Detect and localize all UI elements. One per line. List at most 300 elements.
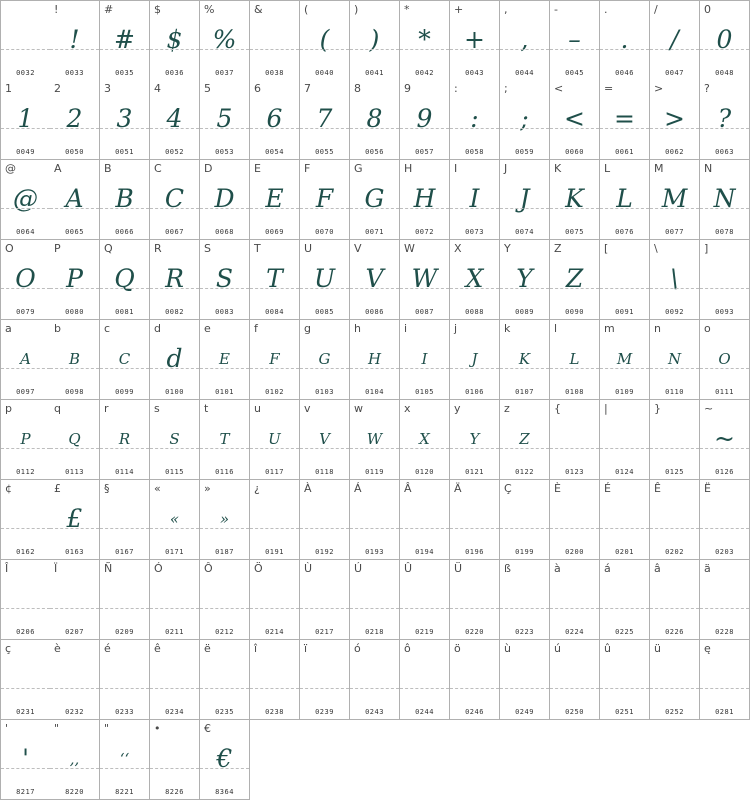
glyph-cell-0050[interactable] bbox=[50, 80, 100, 160]
glyph-cell-0041[interactable] bbox=[350, 0, 400, 81]
reference-character: ] bbox=[704, 242, 709, 255]
baseline-guide bbox=[450, 448, 499, 449]
glyph-cell-0206[interactable] bbox=[0, 560, 51, 640]
baseline-guide bbox=[700, 368, 749, 369]
baseline-guide bbox=[600, 368, 649, 369]
glyph-cell-0082[interactable] bbox=[150, 240, 200, 320]
baseline-guide bbox=[200, 608, 249, 609]
glyph-cell-0187[interactable] bbox=[200, 480, 250, 560]
glyph-cell-0228[interactable] bbox=[700, 560, 750, 640]
reference-character: ~ bbox=[704, 402, 714, 415]
glyph-cell-0218[interactable] bbox=[350, 560, 400, 640]
glyph-cell-0058[interactable] bbox=[450, 80, 500, 160]
glyph-cell-0091[interactable] bbox=[600, 240, 650, 320]
reference-character: o bbox=[704, 322, 711, 335]
reference-character: ę bbox=[704, 642, 711, 655]
character-code: 0246 bbox=[465, 708, 484, 716]
character-code: 0201 bbox=[615, 548, 634, 556]
glyph-cell-0106[interactable] bbox=[450, 320, 500, 400]
reference-character: f bbox=[254, 322, 258, 335]
baseline-guide bbox=[600, 608, 649, 609]
glyph-cell-0060[interactable] bbox=[550, 80, 600, 160]
glyph-cell-0044[interactable] bbox=[500, 0, 550, 81]
glyph-cell-0124[interactable] bbox=[600, 400, 650, 480]
glyph-cell-0207[interactable] bbox=[50, 560, 100, 640]
glyph-cell-0046[interactable] bbox=[600, 0, 650, 81]
baseline-guide bbox=[500, 448, 549, 449]
baseline-guide bbox=[700, 448, 749, 449]
glyph-cell-0053[interactable] bbox=[200, 80, 250, 160]
baseline-guide bbox=[700, 288, 749, 289]
reference-character: - bbox=[554, 3, 558, 16]
glyph-cell-0059[interactable] bbox=[500, 80, 550, 160]
baseline-guide bbox=[350, 608, 399, 609]
font-glyph: P bbox=[66, 264, 83, 293]
font-glyph: K bbox=[565, 184, 584, 213]
glyph-cell-0089[interactable] bbox=[500, 240, 550, 320]
reference-character: ä bbox=[704, 562, 711, 575]
baseline-guide bbox=[350, 208, 399, 209]
baseline-guide bbox=[150, 688, 199, 689]
baseline-guide bbox=[300, 608, 349, 609]
reference-character: Ú bbox=[354, 562, 363, 575]
glyph-cell-0234[interactable] bbox=[150, 640, 200, 720]
character-code: 0196 bbox=[465, 548, 484, 556]
baseline-guide bbox=[550, 128, 599, 129]
glyph-cell-0235[interactable] bbox=[200, 640, 250, 720]
baseline-guide bbox=[150, 448, 199, 449]
glyph-cell-8221[interactable] bbox=[100, 720, 150, 800]
glyph-cell-0083[interactable] bbox=[200, 240, 250, 320]
baseline-guide bbox=[400, 49, 449, 50]
glyph-cell-8217[interactable] bbox=[0, 720, 51, 800]
glyph-cell-8226[interactable] bbox=[150, 720, 200, 800]
glyph-cell-0209[interactable] bbox=[100, 560, 150, 640]
glyph-cell-0045[interactable] bbox=[550, 0, 600, 81]
font-glyph: M bbox=[661, 184, 688, 213]
character-code: 0071 bbox=[365, 228, 384, 236]
glyph-cell-0233[interactable] bbox=[100, 640, 150, 720]
character-code: 0051 bbox=[115, 148, 134, 156]
glyph-cell-0078[interactable] bbox=[700, 160, 750, 240]
baseline-guide bbox=[200, 688, 249, 689]
glyph-cell-0109[interactable] bbox=[600, 320, 650, 400]
glyph-cell-0220[interactable] bbox=[450, 560, 500, 640]
glyph-cell-0232[interactable] bbox=[50, 640, 100, 720]
glyph-cell-0121[interactable] bbox=[450, 400, 500, 480]
font-glyph: ,, bbox=[69, 750, 80, 768]
glyph-cell-0244[interactable] bbox=[400, 640, 450, 720]
character-code: 0033 bbox=[65, 69, 84, 77]
glyph-cell-0067[interactable] bbox=[150, 160, 200, 240]
baseline-guide bbox=[500, 368, 549, 369]
glyph-cell-0080[interactable] bbox=[50, 240, 100, 320]
reference-character: Ç bbox=[504, 482, 512, 495]
baseline-guide bbox=[700, 688, 749, 689]
glyph-cell-0192[interactable] bbox=[300, 480, 350, 560]
glyph-cell-0099[interactable] bbox=[100, 320, 150, 400]
glyph-cell-0225[interactable] bbox=[600, 560, 650, 640]
font-glyph bbox=[550, 422, 599, 456]
glyph-cell-0071[interactable] bbox=[350, 160, 400, 240]
glyph-cell-0054[interactable] bbox=[250, 80, 300, 160]
font-glyph: < bbox=[564, 104, 585, 133]
baseline-guide bbox=[1, 208, 50, 209]
glyph-cell-0055[interactable] bbox=[300, 80, 350, 160]
reference-character: X bbox=[454, 242, 462, 255]
reference-character: Ô bbox=[204, 562, 213, 575]
font-glyph bbox=[250, 502, 299, 536]
reference-character: @ bbox=[5, 162, 16, 175]
glyph-cell-0224[interactable] bbox=[550, 560, 600, 640]
glyph-cell-0074[interactable] bbox=[500, 160, 550, 240]
baseline-guide bbox=[150, 49, 199, 50]
glyph-cell-0239[interactable] bbox=[300, 640, 350, 720]
glyph-cell-0073[interactable] bbox=[450, 160, 500, 240]
glyph-cell-0191[interactable] bbox=[250, 480, 300, 560]
baseline-guide bbox=[500, 688, 549, 689]
glyph-cell-0194[interactable] bbox=[400, 480, 450, 560]
font-glyph: $ bbox=[166, 25, 183, 54]
glyph-cell-0043[interactable] bbox=[450, 0, 500, 81]
character-code: 0251 bbox=[615, 708, 634, 716]
baseline-guide bbox=[500, 528, 549, 529]
glyph-cell-0118[interactable] bbox=[300, 400, 350, 480]
character-code: 8221 bbox=[115, 788, 134, 796]
glyph-cell-0087[interactable] bbox=[400, 240, 450, 320]
character-code: 0062 bbox=[665, 148, 684, 156]
baseline-guide bbox=[650, 288, 699, 289]
glyph-cell-0088[interactable] bbox=[450, 240, 500, 320]
glyph-cell-0064[interactable] bbox=[0, 160, 51, 240]
glyph-cell-0107[interactable] bbox=[500, 320, 550, 400]
font-glyph: – bbox=[568, 25, 581, 54]
reference-character: 5 bbox=[204, 82, 211, 95]
glyph-cell-0125[interactable] bbox=[650, 400, 700, 480]
reference-character: û bbox=[604, 642, 611, 655]
character-code: 0032 bbox=[16, 69, 35, 77]
character-code: 0101 bbox=[215, 388, 234, 396]
character-code: 0228 bbox=[715, 628, 734, 636]
font-glyph bbox=[650, 502, 699, 536]
glyph-cell-0085[interactable] bbox=[300, 240, 350, 320]
glyph-cell-0200[interactable] bbox=[550, 480, 600, 560]
reference-character: { bbox=[554, 402, 561, 415]
glyph-cell-0070[interactable] bbox=[300, 160, 350, 240]
glyph-cell-0117[interactable] bbox=[250, 400, 300, 480]
glyph-cell-0201[interactable] bbox=[600, 480, 650, 560]
font-glyph: 0 bbox=[716, 25, 733, 54]
reference-character: ú bbox=[554, 642, 561, 655]
font-glyph: C bbox=[164, 184, 185, 213]
glyph-cell-0047[interactable] bbox=[650, 0, 700, 81]
character-code: 8364 bbox=[215, 788, 234, 796]
font-glyph bbox=[400, 502, 449, 536]
glyph-cell-0032[interactable] bbox=[0, 0, 51, 81]
character-code: 0077 bbox=[665, 228, 684, 236]
glyph-cell-0048[interactable] bbox=[700, 0, 750, 81]
glyph-cell-0238[interactable] bbox=[250, 640, 300, 720]
glyph-cell-0203[interactable] bbox=[700, 480, 750, 560]
font-glyph bbox=[450, 582, 499, 616]
glyph-cell-0051[interactable] bbox=[100, 80, 150, 160]
reference-character: È bbox=[554, 482, 561, 495]
glyph-cell-0219[interactable] bbox=[400, 560, 450, 640]
reference-character: " bbox=[54, 722, 60, 735]
reference-character: 7 bbox=[304, 82, 311, 95]
glyph-cell-0100[interactable] bbox=[150, 320, 200, 400]
glyph-cell-0249[interactable] bbox=[500, 640, 550, 720]
baseline-guide bbox=[200, 288, 249, 289]
reference-character: 9 bbox=[404, 82, 411, 95]
font-glyph: F bbox=[315, 184, 334, 213]
glyph-cell-0126[interactable] bbox=[700, 400, 750, 480]
reference-character: b bbox=[54, 322, 61, 335]
reference-character: Ï bbox=[54, 562, 58, 575]
glyph-cell-0193[interactable] bbox=[350, 480, 400, 560]
baseline-guide bbox=[450, 49, 499, 50]
glyph-cell-0068[interactable] bbox=[200, 160, 250, 240]
glyph-cell-0084[interactable] bbox=[250, 240, 300, 320]
character-code: 0081 bbox=[115, 308, 134, 316]
font-glyph: K bbox=[518, 350, 531, 368]
baseline-guide bbox=[250, 128, 299, 129]
glyph-cell-0098[interactable] bbox=[50, 320, 100, 400]
glyph-cell-0163[interactable] bbox=[50, 480, 100, 560]
glyph-cell-0211[interactable] bbox=[150, 560, 200, 640]
glyph-cell-0281[interactable] bbox=[700, 640, 750, 720]
font-glyph bbox=[250, 582, 299, 616]
reference-character: > bbox=[654, 82, 664, 95]
reference-character: \ bbox=[654, 242, 658, 255]
glyph-cell-0167[interactable] bbox=[100, 480, 150, 560]
reference-character: M bbox=[654, 162, 664, 175]
character-code: 0047 bbox=[665, 69, 684, 77]
glyph-cell-0076[interactable] bbox=[600, 160, 650, 240]
glyph-cell-0217[interactable] bbox=[300, 560, 350, 640]
glyph-cell-0072[interactable] bbox=[400, 160, 450, 240]
glyph-cell-0251[interactable] bbox=[600, 640, 650, 720]
reference-character: t bbox=[204, 402, 209, 415]
reference-character: ß bbox=[504, 562, 511, 575]
font-glyph: S bbox=[215, 264, 234, 293]
glyph-cell-0036[interactable] bbox=[150, 0, 200, 81]
baseline-guide bbox=[650, 688, 699, 689]
glyph-cell-0066[interactable] bbox=[100, 160, 150, 240]
font-glyph bbox=[700, 262, 749, 296]
baseline-guide bbox=[500, 49, 549, 50]
character-code: 0078 bbox=[715, 228, 734, 236]
character-code: 0090 bbox=[565, 308, 584, 316]
character-code: 0117 bbox=[265, 468, 284, 476]
character-code: 0054 bbox=[265, 148, 284, 156]
baseline-guide bbox=[500, 208, 549, 209]
glyph-cell-0202[interactable] bbox=[650, 480, 700, 560]
glyph-cell-0081[interactable] bbox=[100, 240, 150, 320]
glyph-cell-0231[interactable] bbox=[0, 640, 51, 720]
character-code: 0235 bbox=[215, 708, 234, 716]
glyph-cell-0112[interactable] bbox=[0, 400, 51, 480]
character-code: 0250 bbox=[565, 708, 584, 716]
glyph-cell-0196[interactable] bbox=[450, 480, 500, 560]
glyph-cell-0035[interactable] bbox=[100, 0, 150, 81]
character-code: 0116 bbox=[215, 468, 234, 476]
glyph-cell-0223[interactable] bbox=[500, 560, 550, 640]
character-code: 0068 bbox=[215, 228, 234, 236]
font-glyph: E bbox=[219, 350, 230, 368]
glyph-cell-0246[interactable] bbox=[450, 640, 500, 720]
baseline-guide bbox=[450, 288, 499, 289]
character-code: 0115 bbox=[165, 468, 184, 476]
font-glyph: Y bbox=[516, 264, 533, 293]
glyph-cell-0092[interactable] bbox=[650, 240, 700, 320]
character-code: 0070 bbox=[315, 228, 334, 236]
glyph-cell-0093[interactable] bbox=[700, 240, 750, 320]
reference-character: / bbox=[654, 3, 658, 16]
character-code: 0072 bbox=[415, 228, 434, 236]
font-glyph: * bbox=[418, 25, 431, 54]
glyph-cell-0103[interactable] bbox=[300, 320, 350, 400]
character-code: 0118 bbox=[315, 468, 334, 476]
glyph-cell-0250[interactable] bbox=[550, 640, 600, 720]
glyph-cell-0037[interactable] bbox=[200, 0, 250, 81]
baseline-guide bbox=[650, 208, 699, 209]
glyph-cell-0123[interactable] bbox=[550, 400, 600, 480]
glyph-cell-0119[interactable] bbox=[350, 400, 400, 480]
reference-character: j bbox=[454, 322, 458, 335]
reference-character: q bbox=[54, 402, 61, 415]
glyph-cell-0116[interactable] bbox=[200, 400, 250, 480]
font-glyph bbox=[500, 662, 549, 696]
character-code: 0225 bbox=[615, 628, 634, 636]
glyph-cell-0226[interactable] bbox=[650, 560, 700, 640]
glyph-cell-0105[interactable] bbox=[400, 320, 450, 400]
glyph-cell-0042[interactable] bbox=[400, 0, 450, 81]
font-glyph bbox=[600, 262, 649, 296]
glyph-cell-0120[interactable] bbox=[400, 400, 450, 480]
reference-character: a bbox=[5, 322, 12, 335]
font-glyph: # bbox=[114, 25, 135, 54]
glyph-cell-0101[interactable] bbox=[200, 320, 250, 400]
character-code: 0067 bbox=[165, 228, 184, 236]
font-glyph bbox=[150, 742, 199, 776]
glyph-cell-0079[interactable] bbox=[0, 240, 51, 320]
baseline-guide bbox=[400, 368, 449, 369]
character-code: 0281 bbox=[715, 708, 734, 716]
glyph-cell-0065[interactable] bbox=[50, 160, 100, 240]
baseline-guide bbox=[250, 688, 299, 689]
character-code: 0083 bbox=[215, 308, 234, 316]
font-glyph: 2 bbox=[66, 104, 83, 133]
glyph-cell-0056[interactable] bbox=[350, 80, 400, 160]
glyph-cell-0199[interactable] bbox=[500, 480, 550, 560]
reference-character: 3 bbox=[104, 82, 111, 95]
glyph-cell-0162[interactable] bbox=[0, 480, 51, 560]
font-glyph bbox=[50, 582, 99, 616]
glyph-cell-0086[interactable] bbox=[350, 240, 400, 320]
glyph-cell-0075[interactable] bbox=[550, 160, 600, 240]
character-code: 0107 bbox=[515, 388, 534, 396]
glyph-cell-0052[interactable] bbox=[150, 80, 200, 160]
font-glyph: ‘‘ bbox=[119, 750, 130, 768]
reference-character: ô bbox=[404, 642, 411, 655]
baseline-guide bbox=[350, 49, 399, 50]
baseline-guide bbox=[700, 128, 749, 129]
reference-character: Ê bbox=[654, 482, 661, 495]
glyph-cell-0252[interactable] bbox=[650, 640, 700, 720]
baseline-guide bbox=[550, 528, 599, 529]
glyph-cell-0104[interactable] bbox=[350, 320, 400, 400]
font-glyph bbox=[200, 662, 249, 696]
reference-character: ' bbox=[5, 722, 9, 735]
reference-character: ) bbox=[354, 3, 359, 16]
glyph-cell-0069[interactable] bbox=[250, 160, 300, 240]
font-glyph: @ bbox=[13, 184, 38, 213]
glyph-cell-0038[interactable] bbox=[250, 0, 300, 81]
glyph-cell-0061[interactable] bbox=[600, 80, 650, 160]
glyph-cell-0108[interactable] bbox=[550, 320, 600, 400]
glyph-cell-0077[interactable] bbox=[650, 160, 700, 240]
glyph-cell-0111[interactable] bbox=[700, 320, 750, 400]
glyph-cell-0114[interactable] bbox=[100, 400, 150, 480]
glyph-cell-0113[interactable] bbox=[50, 400, 100, 480]
glyph-cell-0212[interactable] bbox=[200, 560, 250, 640]
baseline-guide bbox=[400, 288, 449, 289]
glyph-cell-0171[interactable] bbox=[150, 480, 200, 560]
font-glyph: U bbox=[268, 430, 281, 448]
glyph-cell-0049[interactable] bbox=[0, 80, 51, 160]
reference-character: } bbox=[654, 402, 661, 415]
font-glyph: 5 bbox=[216, 104, 233, 133]
baseline-guide bbox=[700, 208, 749, 209]
reference-character: Â bbox=[404, 482, 412, 495]
glyph-cell-0243[interactable] bbox=[350, 640, 400, 720]
glyph-cell-0063[interactable] bbox=[700, 80, 750, 160]
character-code: 0040 bbox=[315, 69, 334, 77]
glyph-cell-8220[interactable] bbox=[50, 720, 100, 800]
reference-character: é bbox=[104, 642, 111, 655]
font-glyph bbox=[100, 582, 149, 616]
font-glyph: H bbox=[367, 350, 382, 368]
glyph-cell-8364[interactable] bbox=[200, 720, 250, 800]
glyph-cell-0057[interactable] bbox=[400, 80, 450, 160]
glyph-cell-0033[interactable] bbox=[50, 0, 100, 81]
glyph-cell-0097[interactable] bbox=[0, 320, 51, 400]
character-code: 0203 bbox=[715, 548, 734, 556]
glyph-cell-0122[interactable] bbox=[500, 400, 550, 480]
baseline-guide bbox=[50, 208, 99, 209]
character-code: 0238 bbox=[265, 708, 284, 716]
glyph-cell-0090[interactable] bbox=[550, 240, 600, 320]
reference-character: Î bbox=[5, 562, 9, 575]
character-code: 0061 bbox=[615, 148, 634, 156]
font-glyph bbox=[1, 502, 50, 536]
baseline-guide bbox=[150, 208, 199, 209]
font-glyph bbox=[1, 23, 50, 57]
glyph-cell-0062[interactable] bbox=[650, 80, 700, 160]
baseline-guide bbox=[200, 528, 249, 529]
baseline-guide bbox=[200, 208, 249, 209]
font-glyph bbox=[650, 582, 699, 616]
glyph-cell-0110[interactable] bbox=[650, 320, 700, 400]
character-code: 0102 bbox=[265, 388, 284, 396]
baseline-guide bbox=[300, 528, 349, 529]
font-glyph: N bbox=[667, 350, 682, 368]
glyph-cell-0040[interactable] bbox=[300, 0, 350, 81]
glyph-cell-0214[interactable] bbox=[250, 560, 300, 640]
glyph-cell-0102[interactable] bbox=[250, 320, 300, 400]
glyph-cell-0115[interactable] bbox=[150, 400, 200, 480]
